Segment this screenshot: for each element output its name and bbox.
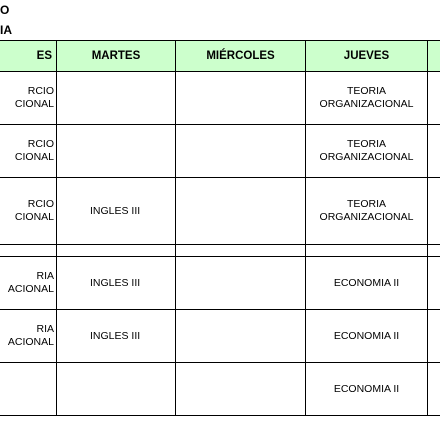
schedule-cell-viernes (428, 72, 440, 125)
column-header-jueves: JUEVES (306, 41, 428, 72)
schedule-cell-viernes (428, 245, 440, 257)
schedule-cell-viernes (428, 363, 440, 416)
schedule-cell-martes (57, 125, 176, 178)
schedule-row (0, 245, 440, 257)
schedule-cell-miercoles (176, 72, 306, 125)
schedule-row (0, 72, 440, 125)
schedule-cell-jueves: TEORIA ORGANIZACIONAL (306, 178, 428, 245)
schedule-cell-lunes (0, 245, 57, 257)
schedule-cell-viernes (428, 125, 440, 178)
schedule-cell-martes (57, 363, 176, 416)
schedule-cell-miercoles (176, 125, 306, 178)
schedule-cell-miercoles (176, 257, 306, 310)
schedule-cell-jueves (306, 245, 428, 257)
schedule-row (0, 257, 440, 310)
schedule-cell-lunes: RIA ACIONAL (0, 257, 57, 310)
schedule-cell-martes (57, 72, 176, 125)
schedule-cell-lunes: RCIO CIONAL (0, 72, 57, 125)
schedule-row (0, 310, 440, 363)
schedule-cell-lunes: RCIO CIONAL (0, 178, 57, 245)
schedule-cell-miercoles (176, 178, 306, 245)
schedule-body (0, 72, 440, 416)
schedule-cell-viernes (428, 257, 440, 310)
schedule-header-row (0, 41, 440, 72)
schedule-cell-miercoles (176, 245, 306, 257)
schedule-cell-martes: INGLES III (57, 257, 176, 310)
schedule-cell-jueves: TEORIA ORGANIZACIONAL (306, 125, 428, 178)
schedule-cell-martes: INGLES III (57, 310, 176, 363)
column-header-miercoles: MIÉRCOLES (176, 41, 306, 72)
column-header-lunes: ES (0, 41, 57, 72)
schedule-cell-viernes (428, 178, 440, 245)
schedule-cell-jueves: TEORIA ORGANIZACIONAL (306, 72, 428, 125)
schedule-cell-jueves: ECONOMIA II (306, 310, 428, 363)
schedule-row (0, 125, 440, 178)
schedule-cell-lunes: RIA ACIONAL (0, 310, 57, 363)
schedule-cell-lunes: RCIO CIONAL (0, 125, 57, 178)
schedule-cell-martes: INGLES III (57, 178, 176, 245)
schedule-row (0, 178, 440, 245)
schedule-cell-viernes (428, 310, 440, 363)
class-schedule-table (0, 40, 440, 416)
schedule-cell-martes (57, 245, 176, 257)
schedule-cell-jueves: ECONOMIA II (306, 257, 428, 310)
schedule-cell-lunes (0, 363, 57, 416)
schedule-cell-miercoles (176, 363, 306, 416)
column-header-viernes (428, 41, 440, 72)
schedule-row (0, 363, 440, 416)
schedule-cell-miercoles (176, 310, 306, 363)
schedule-cell-jueves: ECONOMIA II (306, 363, 428, 416)
schedule-heading-line-1: O (0, 3, 10, 17)
column-header-martes: MARTES (57, 41, 176, 72)
schedule-heading-line-2: IA (0, 23, 12, 37)
